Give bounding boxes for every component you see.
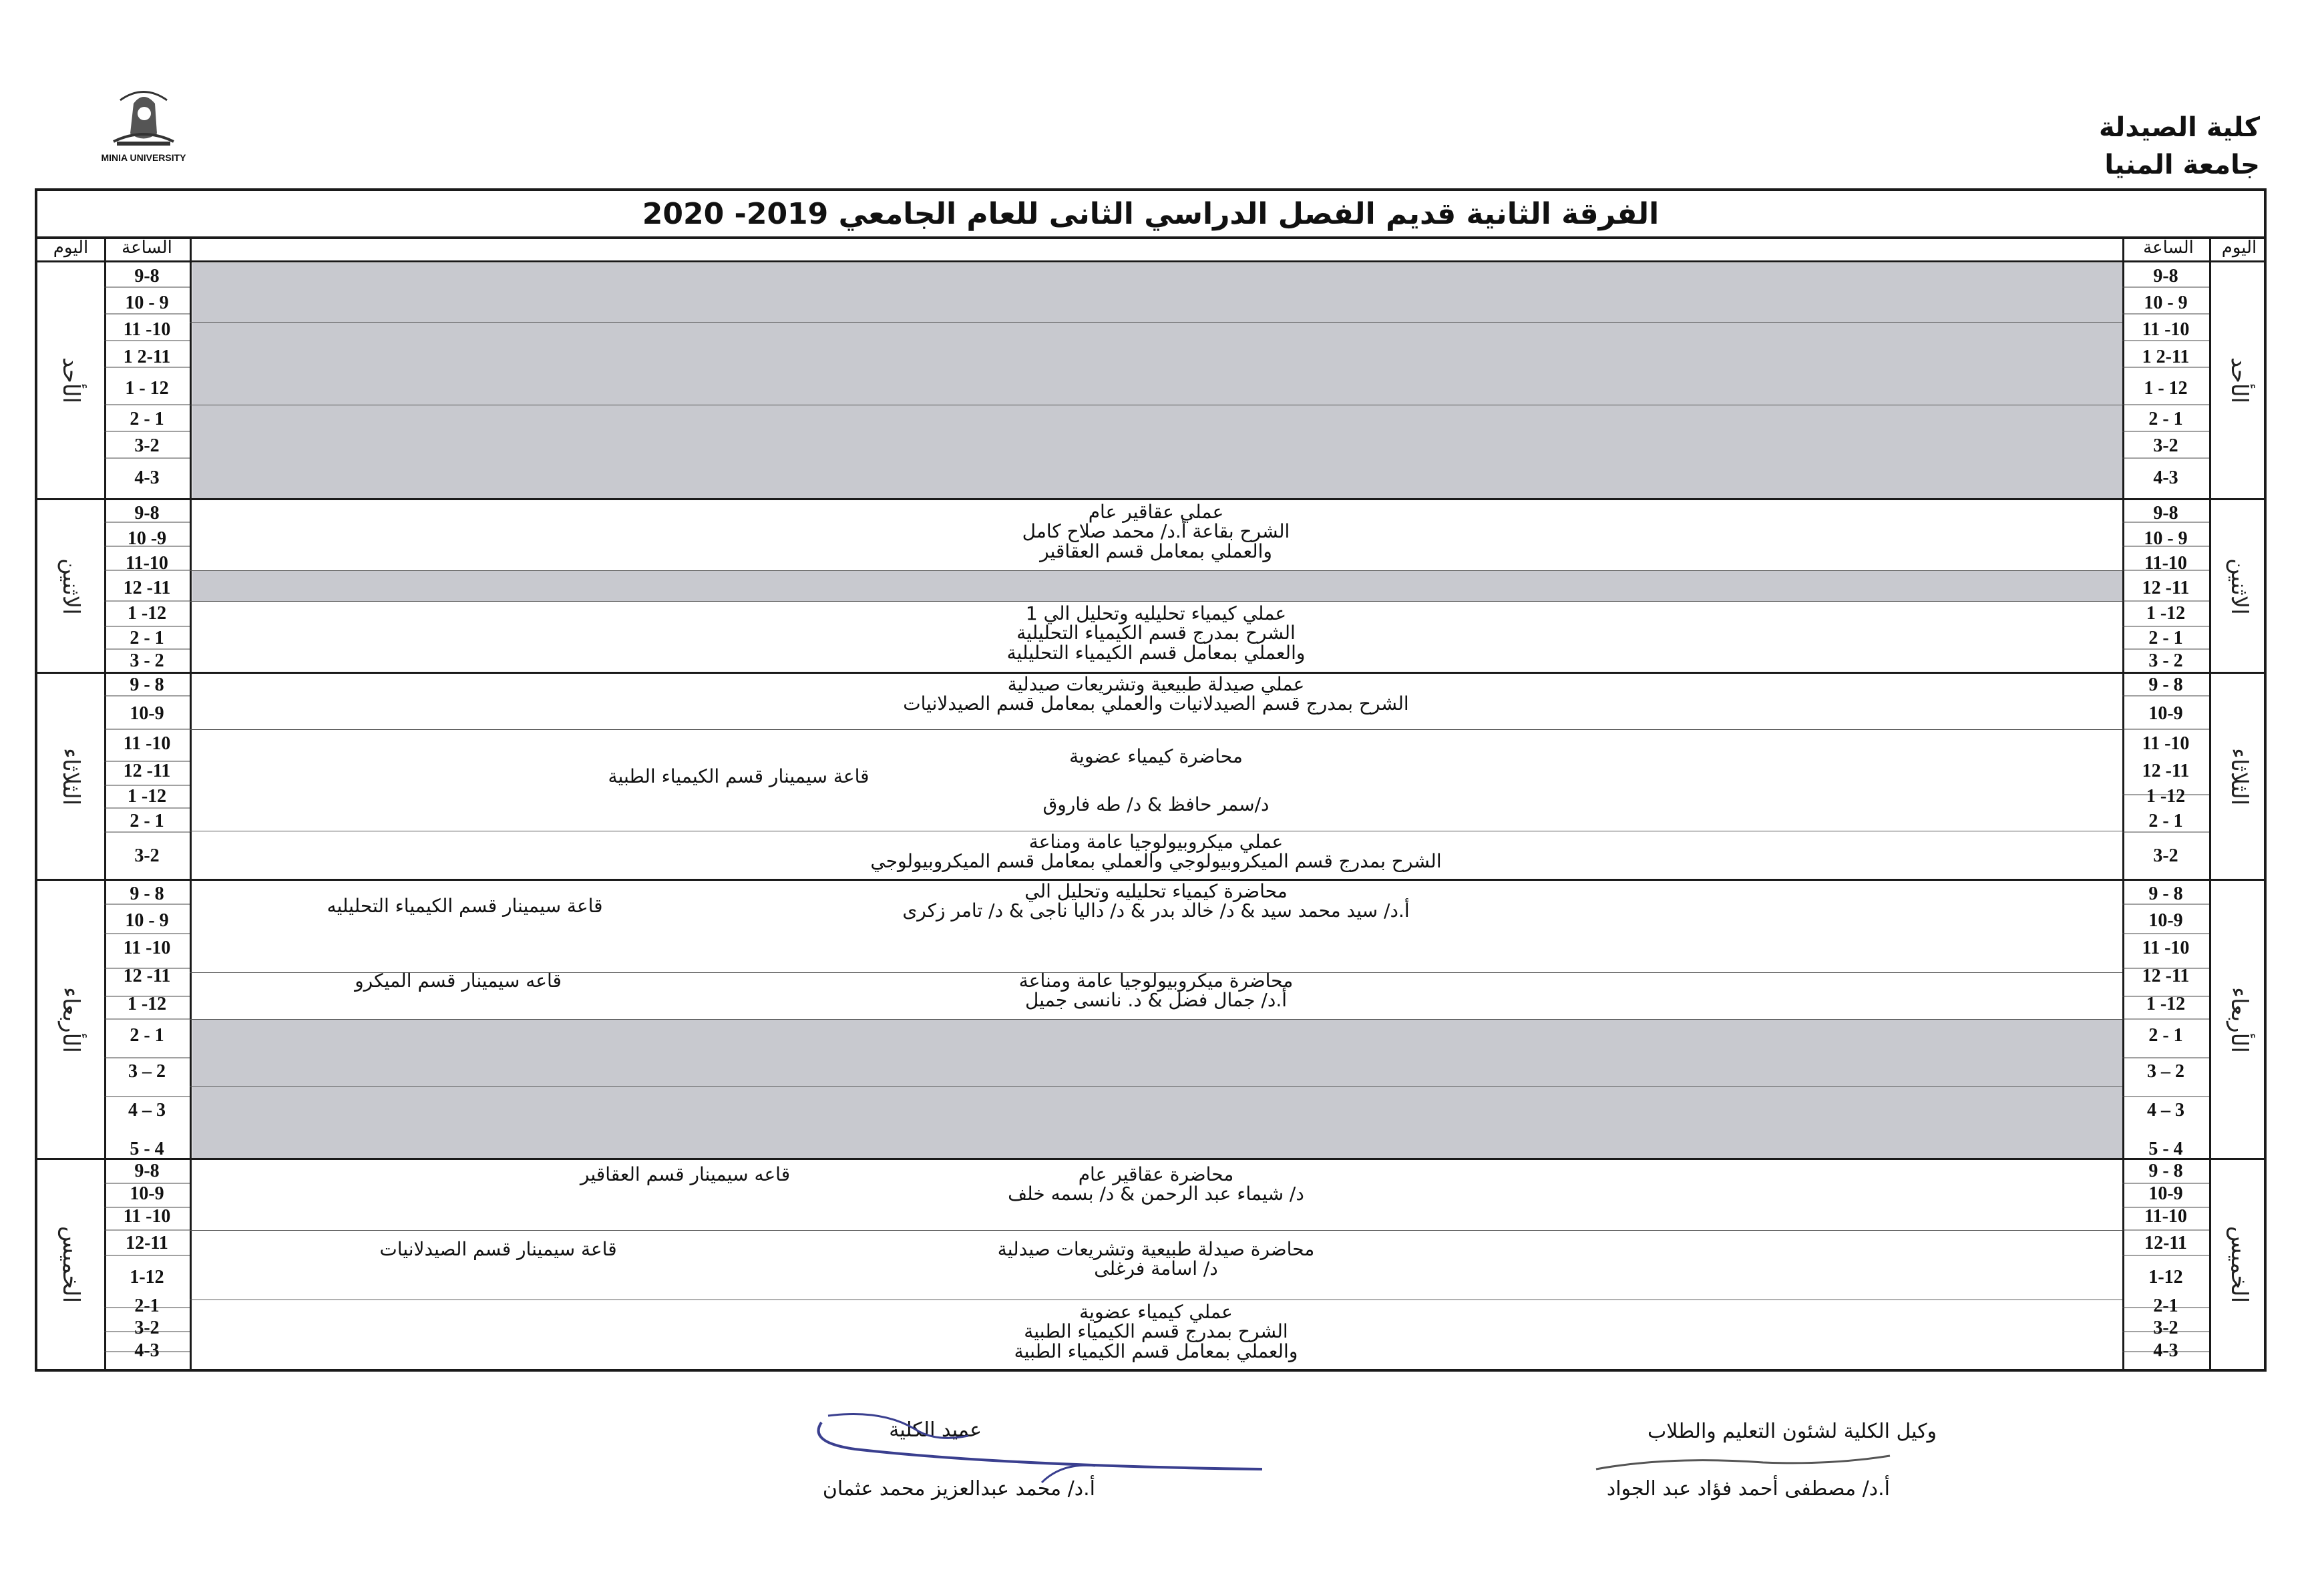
dean-title: عميد الكلية (889, 1418, 982, 1442)
time-left-sun-5: 2 - 1 (130, 409, 164, 429)
time-right-wed-0: 9 - 8 (2148, 883, 2183, 904)
time-left-tue-3: 12 -11 (123, 761, 171, 781)
time-left-wed-3: 12 -11 (123, 966, 171, 986)
time-left-wed-1: 10 - 9 (125, 910, 169, 931)
time-left-sun-3: 1 2-11 (123, 347, 171, 367)
time-right-thu-4: 1-12 (2148, 1267, 2183, 1288)
time-left-wed-2: 11 -10 (123, 938, 171, 958)
time-right-tue-5: 2 - 1 (2148, 811, 2183, 831)
session-line: الشرح بقاعة أ.د/ محمد صلاح كامل (1022, 520, 1290, 543)
day-monday-left: الاثنين (57, 558, 84, 615)
time-left-sun-1: 10 - 9 (125, 292, 169, 313)
time-left-wed-4: 1 -12 (127, 994, 167, 1014)
session-line: والعملي بمعامل قسم الكيمياء الطبية (1014, 1340, 1298, 1362)
session-thu-2-room: قاعة سيمينار قسم الصيدلانيات (379, 1238, 617, 1260)
col-hour-left: الساعة (122, 238, 172, 258)
session-line: د/ اسامة فرغلى (1094, 1257, 1218, 1280)
time-left-thu-6: 3-2 (134, 1318, 160, 1338)
day-monday-right: الاثنين (2226, 558, 2253, 615)
vice-dean-title: وكيل الكلية لشئون التعليم والطلاب (1648, 1420, 1937, 1443)
session-title: عملي كيمياء تحليليه وتحليل الي 1 (1025, 602, 1287, 624)
university-logo (93, 80, 194, 167)
free-block-monday-noon (192, 570, 2122, 601)
time-left-sun-0: 9-8 (134, 266, 160, 286)
session-tue-2-staff: د/سمر حافظ & د/ طه فاروق (1042, 793, 1270, 815)
session-title: محاضرة صيدلة طبيعية وتشريعات صيدلية (997, 1238, 1315, 1260)
day-tuesday-left: الثلاثاء (57, 747, 84, 806)
dean-signature (801, 1402, 1282, 1489)
time-right-tue-4: 1 -12 (2146, 786, 2186, 807)
day-tuesday-right: الثلاثاء (2226, 747, 2253, 806)
time-left-wed-5: 2 - 1 (130, 1025, 164, 1046)
time-left-tue-1: 10-9 (130, 703, 164, 724)
day-sunday-left: الأحد (57, 357, 84, 404)
time-left-thu-2: 11 -10 (123, 1206, 171, 1227)
time-left-tue-2: 11 -10 (123, 733, 171, 754)
time-right-mon-2: 11-10 (2144, 553, 2187, 574)
time-left-mon-1: 10 -9 (127, 528, 167, 549)
time-right-mon-3: 12 -11 (2142, 578, 2190, 598)
col-day-right: اليوم (2221, 238, 2257, 258)
time-right-thu-0: 9 - 8 (2148, 1161, 2183, 1181)
time-right-mon-0: 9-8 (2153, 503, 2178, 524)
time-right-tue-3: 12 -11 (2142, 761, 2190, 781)
time-left-mon-5: 2 - 1 (130, 628, 164, 648)
time-right-sun-3: 1 2-11 (2142, 347, 2190, 367)
session-thu-1 (190, 1165, 2122, 1204)
session-tue-2-title: محاضرة كيمياء عضوية (1069, 745, 1243, 767)
time-left-thu-5: 2-1 (134, 1296, 160, 1316)
time-left-mon-3: 12 -11 (123, 578, 171, 598)
session-mon-1 (190, 502, 2122, 561)
time-left-wed-8: 5 - 4 (130, 1139, 164, 1159)
day-thursday-right: الخميس (2226, 1226, 2253, 1304)
time-left-tue-0: 9 - 8 (130, 674, 164, 695)
session-line: والعملي بمعامل قسم الكيمياء التحليلية (1006, 641, 1306, 664)
time-left-mon-0: 9-8 (134, 503, 160, 524)
session-wed-1-room: قاعة سيمينار قسم الكيمياء التحليليه (327, 895, 603, 917)
col-day-left: اليوم (53, 238, 89, 258)
time-right-wed-4: 1 -12 (2146, 994, 2186, 1014)
time-right-sun-1: 10 - 9 (2144, 292, 2188, 313)
time-left-tue-5: 2 - 1 (130, 811, 164, 831)
time-left-wed-7: 4 – 3 (128, 1100, 166, 1121)
university-name: جامعة المنيا (2104, 150, 2260, 180)
time-left-thu-4: 1-12 (130, 1267, 164, 1288)
time-right-mon-4: 1 -12 (2146, 603, 2186, 624)
col-hour-right: الساعة (2143, 238, 2194, 258)
time-left-thu-3: 12-11 (126, 1233, 168, 1253)
time-right-mon-5: 2 - 1 (2148, 628, 2183, 648)
session-tue-3 (190, 832, 2122, 871)
time-right-thu-5: 2-1 (2153, 1296, 2178, 1316)
session-line: الشرح بمدرج قسم الكيمياء الطبية (1024, 1320, 1288, 1343)
session-tue-2-room: قاعة سيمينار قسم الكيمياء الطبية (608, 765, 869, 787)
session-line: أ.د/ جمال فضل & د. نانسى جميل (1024, 989, 1287, 1012)
free-block-sunday (192, 263, 2122, 498)
time-left-mon-4: 1 -12 (127, 603, 167, 624)
time-right-wed-8: 5 - 4 (2148, 1139, 2183, 1159)
time-right-wed-5: 2 - 1 (2148, 1025, 2183, 1046)
vice-dean-name: أ.د/ مصطفى أحمد فؤاد عبد الجواد (1606, 1477, 1890, 1501)
session-line: الشرح بمدرج قسم الميكروبيولوجي والعملي بمعامل قسم الميكروبيولوجي (870, 850, 1442, 873)
session-title: محاضرة ميكروبيولوجيا عامة ومناعة (1018, 970, 1294, 992)
time-left-mon-6: 3 - 2 (130, 650, 164, 671)
day-wednesday-right: الأربعاء (2226, 986, 2253, 1053)
time-right-sun-0: 9-8 (2153, 266, 2178, 286)
session-title: عملي ميكروبيولوجيا عامة ومناعة (1028, 831, 1284, 853)
session-tue-1 (190, 674, 2122, 714)
time-right-wed-6: 3 – 2 (2147, 1061, 2184, 1082)
time-right-tue-6: 3-2 (2153, 845, 2178, 866)
session-line: أ.د/ سيد محمد سيد & د/ خالد بدر & د/ داليا ناجى & د/ تامر زكرى (902, 900, 1410, 922)
time-right-wed-1: 10-9 (2148, 910, 2183, 931)
time-right-sun-2: 11 -10 (2142, 319, 2190, 340)
time-right-thu-1: 10-9 (2148, 1183, 2183, 1204)
time-right-tue-1: 10-9 (2148, 703, 2183, 724)
time-left-sun-6: 3-2 (134, 435, 160, 456)
time-left-sun-2: 11 -10 (123, 319, 171, 340)
day-wednesday-left: الأربعاء (57, 986, 84, 1053)
time-right-sun-6: 3-2 (2153, 435, 2178, 456)
time-left-thu-1: 10-9 (130, 1183, 164, 1204)
time-right-sun-5: 2 - 1 (2148, 409, 2183, 429)
time-left-wed-6: 3 – 2 (128, 1061, 166, 1082)
time-right-tue-2: 11 -10 (2142, 733, 2190, 754)
time-right-wed-3: 12 -11 (2142, 966, 2190, 986)
time-right-mon-6: 3 - 2 (2148, 650, 2183, 671)
session-title: محاضرة كيمياء تحليليه وتحليل الي (1024, 880, 1288, 902)
time-right-thu-6: 3-2 (2153, 1318, 2178, 1338)
day-sunday-right: الأحد (2226, 357, 2253, 404)
vice-dean-signature (1589, 1442, 1897, 1483)
time-right-sun-7: 4-3 (2153, 467, 2178, 488)
time-left-sun-7: 4-3 (134, 467, 160, 488)
logo-text: MINIA UNIVERSITY (101, 152, 186, 163)
dean-name: أ.د/ محمد عبدالعزيز محمد عثمان (822, 1477, 1095, 1501)
time-left-tue-4: 1 -12 (127, 786, 167, 807)
session-line: الشرح بمدرج قسم الصيدلانيات والعملي بمعامل قسم الصيدلانيات (903, 693, 1409, 715)
faculty-name: كلية الصيدلة (2099, 112, 2260, 143)
time-right-thu-3: 12-11 (2144, 1233, 2187, 1253)
day-thursday-left: الخميس (57, 1226, 84, 1304)
session-title: عملي صيدلة طبيعية وتشريعات صيدلية (1007, 673, 1305, 695)
session-thu-1-room: قاعه سيمينار قسم العقاقير (580, 1163, 791, 1185)
time-right-mon-1: 10 - 9 (2144, 528, 2188, 549)
time-left-mon-2: 11-10 (126, 553, 168, 574)
session-line: د/ شيماء عبد الرحمن & د/ بسمه خلف (1008, 1183, 1304, 1205)
time-right-thu-7: 4-3 (2153, 1340, 2178, 1361)
time-left-tue-6: 3-2 (134, 845, 160, 866)
time-right-wed-2: 11 -10 (2142, 938, 2190, 958)
session-mon-2 (190, 604, 2122, 662)
table-title: الفرقة الثانية قديم الفصل الدراسي الثانى للعام الجامعي 2019- 2020 (37, 191, 2264, 239)
time-right-wed-7: 4 – 3 (2147, 1100, 2184, 1121)
time-right-thu-2: 11-10 (2144, 1206, 2187, 1227)
time-left-sun-4: 1 - 12 (125, 378, 169, 399)
free-block-wednesday-afternoon (192, 1019, 2122, 1158)
session-title: عملي عقاقير عام (1088, 501, 1224, 523)
schedule-table (35, 188, 2267, 1372)
time-left-wed-0: 9 - 8 (130, 883, 164, 904)
session-title: عملي كيمياء عضوية (1079, 1301, 1233, 1323)
session-line: الشرح بمدرج قسم الكيمياء التحليلية (1016, 622, 1296, 644)
session-wed-2-room: قاعه سيمينار قسم الميكرو (355, 970, 562, 992)
time-right-tue-0: 9 - 8 (2148, 674, 2183, 695)
time-left-thu-7: 4-3 (134, 1340, 160, 1361)
time-left-thu-0: 9-8 (134, 1161, 160, 1181)
session-line: والعملي بمعامل قسم العقاقير (1040, 540, 1272, 562)
session-thu-3 (190, 1302, 2122, 1361)
session-title: محاضرة عقاقير عام (1078, 1163, 1234, 1185)
time-right-sun-4: 1 - 12 (2144, 378, 2188, 399)
